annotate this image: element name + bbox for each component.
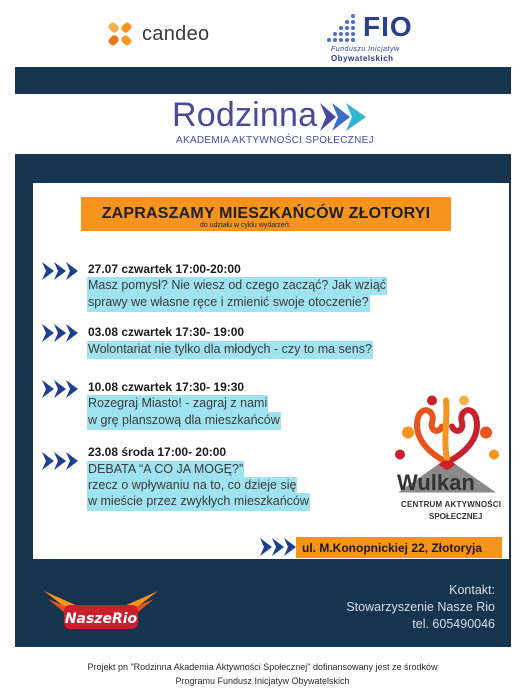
- headline-text: ZAPRASZAMY MIESZKAŃCÓW ZŁOTORYI: [101, 205, 431, 222]
- fio-title: FIO: [363, 11, 413, 42]
- event-description: w mieście przez zwykłych mieszkańców: [87, 493, 310, 511]
- program-title: Rodzinna: [172, 96, 318, 134]
- naszerio-logo: [40, 587, 162, 635]
- contact-label: Kontakt:: [449, 583, 495, 597]
- event-date: 27.07 czwartek 17:00-20:00: [88, 262, 241, 276]
- event-description: sprawy we własne ręce i zmienić swoje otoczenie?: [87, 294, 370, 312]
- subheadline: do udziału w cyklu wydarzeń:: [200, 222, 291, 229]
- event-description: Masz pomysł? Nie wiesz od czego zacząć? Jak wziąć: [87, 277, 387, 295]
- fio-dots-icon: [325, 14, 359, 44]
- contact-phone: tel. 605490046: [412, 617, 495, 631]
- event-arrow-icon: [42, 324, 80, 342]
- wulkan-name: Wulkan: [397, 470, 475, 495]
- program-subtitle: AKADEMIA AKTYWNOŚCI SPOŁECZNEJ: [176, 135, 374, 146]
- fio-subtitle-2: Obywatelskich: [331, 54, 394, 63]
- fio-subtitle-1: Funduszu Inicjatyw: [331, 46, 400, 53]
- event-description: Wolontariat nie tylko dla młodych - czy to ma sens?: [87, 341, 373, 359]
- contact-organization: Stowarzyszenie Nasze Rio: [346, 600, 495, 614]
- fio-logo: [325, 11, 455, 63]
- event-description: Rozegraj Miasto! - zagraj z nami: [87, 395, 268, 413]
- event-arrow-icon: [42, 380, 80, 398]
- event-description: DEBATA “A CO JA MOGĘ?”: [87, 461, 244, 479]
- candeo-flower-icon: [104, 18, 136, 50]
- candeo-wordmark: candeo: [142, 23, 210, 45]
- event-arrow-icon: [42, 452, 80, 470]
- event-date: 03.08 czwartek 17:30- 19:00: [88, 325, 245, 339]
- candeo-logo: [104, 18, 224, 54]
- event-description: w grę planszową dla mieszkańców: [87, 412, 281, 430]
- event-date: 10.08 czwartek 17:30- 19:30: [88, 380, 245, 394]
- footer-line-1: Projekt pn "Rodzinna Akademia Aktywności Społecznej" dofinansowany jest ze środków: [87, 662, 438, 672]
- wulkan-subtitle-2: SPOŁECZNEJ: [429, 512, 483, 521]
- address-text: ul. M.Konopnickiej 22, Złotoryja: [302, 541, 483, 555]
- wulkan-subtitle-1: CENTRUM AKTYWNOŚCI: [401, 500, 502, 509]
- naszerio-wordmark: NaszeRio: [64, 611, 138, 627]
- program-arrows-icon: [320, 103, 374, 131]
- address-banner: [296, 537, 502, 558]
- event-arrow-icon: [42, 262, 80, 280]
- event-date: 23.08 środa 17:00- 20:00: [88, 445, 227, 459]
- event-description: rzecz o wpływaniu na to, co dzieje się: [87, 477, 297, 495]
- footer-line-2: Programu Fundusz Inicjatyw Obywatelskich: [175, 676, 350, 686]
- address-arrows-icon: [260, 538, 298, 556]
